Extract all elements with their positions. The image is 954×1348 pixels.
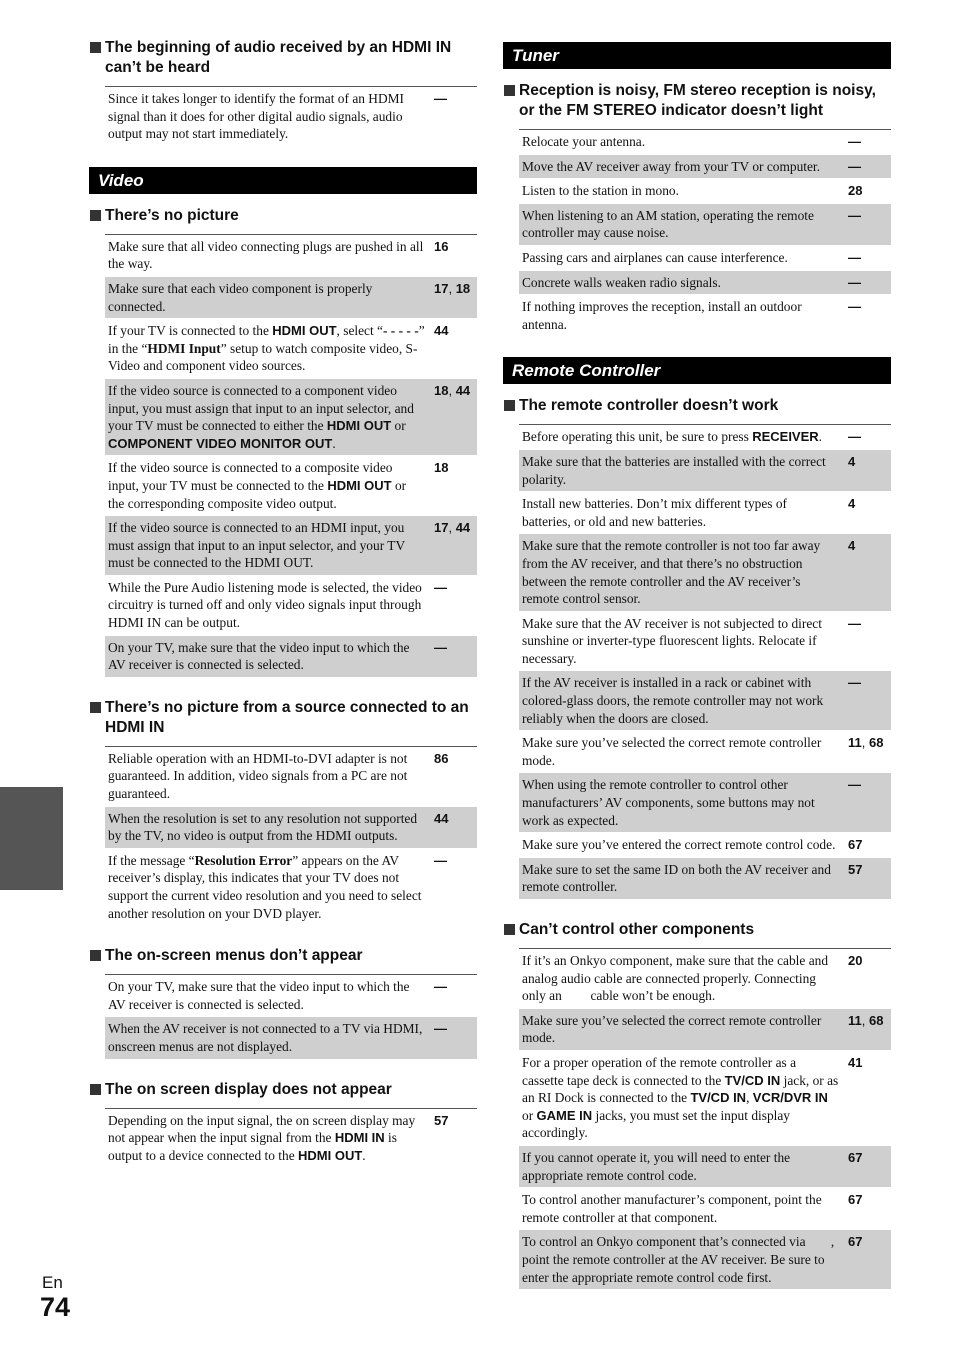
table-other-components: [519, 948, 891, 1290]
table-row: Relocate your antenna. —: [519, 130, 891, 155]
table-tuner: [519, 129, 891, 337]
subsection-title-menus: The on-screen menus don’t appear: [89, 946, 477, 966]
table-row: If the AV receiver is installed in a rack or cabinet with colored-glass doors, the remote controller may not work reliably when the doors are closed. —: [519, 671, 891, 731]
table-row: Depending on the input signal, the on screen display may not appear when the input signal from the HDMI IN is output to a device connected to the HDMI OUT. 57: [105, 1109, 477, 1169]
subsection-title-hdmi-source: There’s no picture from a source connected to an HDMI IN: [89, 698, 477, 738]
table-row: If it’s an Onkyo component, make sure that the cable and analog audio cable are connected properly. Connecting only an cable won’t be enough. 20: [519, 949, 891, 1009]
left-column: [89, 36, 477, 1188]
table-row: When listening to an AM station, operating the remote controller may cause noise. —: [519, 204, 891, 246]
table-no-picture: [105, 234, 477, 678]
table-row: When the resolution is set to any resolution not supported by the TV, no video is output from the HDMI outputs. 44: [105, 807, 477, 849]
table-row: If your TV is connected to the HDMI OUT, select “- - - - -” in the “HDMI Input” setup to watch composite video, S-Video and component video sources. 44: [105, 319, 477, 379]
table-row: When the AV receiver is not connected to a TV via HDMI, onscreen menus are not displayed. —: [105, 1017, 477, 1059]
table-row: For a proper operation of the remote controller as a cassette tape deck is connected to the TV/CD IN jack, or as an RI Dock is connected to the TV/CD IN, VCR/DVR IN or GAME IN jacks, you must set the input display accordingly. 41: [519, 1051, 891, 1146]
table-row: If the video source is connected to a composite video input, your TV must be connected to the HDMI OUT or the corresponding composite video output. 18: [105, 456, 477, 516]
table-row: Concrete walls weaken radio signals. —: [519, 271, 891, 296]
chapter-tab: [0, 787, 63, 890]
table-row: Passing cars and airplanes can cause interference. —: [519, 246, 891, 271]
table-menus: [105, 974, 477, 1059]
table-row: Make sure that all video connecting plugs are pushed in all the way. 16: [105, 235, 477, 277]
table-row: Make sure you’ve selected the correct remote controller mode. 11, 68: [519, 1009, 891, 1051]
subsection-title-no-picture: There’s no picture: [89, 206, 477, 226]
table-row: When using the remote controller to control other manufacturers’ AV components, some buttons may not work as expected. —: [519, 773, 891, 833]
section-header-tuner: Tuner: [503, 42, 891, 69]
table-hdmi-source: [105, 746, 477, 926]
section-header-remote: Remote Controller: [503, 357, 891, 384]
table-row: If nothing improves the reception, install an outdoor antenna. —: [519, 295, 891, 337]
table-row: If the message “Resolution Error” appears on the AV receiver’s display, this indicates that your TV does not support the current video resolution and you need to select another resolution on your DVD player. —: [105, 849, 477, 926]
table-row: If the video source is connected to a component video input, you must assign that input to an input selector, and your TV must be connected to either the HDMI OUT or COMPONENT VIDEO MONITOR OUT. 18, 44: [105, 379, 477, 456]
table-osd: [105, 1108, 477, 1169]
subsection-title-osd: The on screen display does not appear: [89, 1080, 477, 1100]
table-row: Move the AV receiver away from your TV or computer. —: [519, 155, 891, 180]
section-header-video: Video: [89, 167, 477, 194]
table-row: On your TV, make sure that the video input to which the AV receiver is connected is selected. —: [105, 975, 477, 1017]
table-row: Make sure that the batteries are installed with the correct polarity. 4: [519, 450, 891, 492]
table-row: Make sure that the remote controller is not too far away from the AV receiver, and that there’s no obstruction between the remote controller and the AV receiver’s remote control sensor. 4: [519, 534, 891, 611]
table-row: Reliable operation with an HDMI-to-DVI adapter is not guaranteed. In addition, video signals from a PC are not guaranteed. 86: [105, 747, 477, 807]
table-hdmi-audio: [105, 86, 477, 147]
table-row: Make sure you’ve entered the correct remote control code. 67: [519, 833, 891, 858]
table-row: On your TV, make sure that the video input to which the AV receiver is connected is selected. —: [105, 636, 477, 678]
table-remote-not-work: [519, 424, 891, 900]
subsection-title-other-components: Can’t control other components: [503, 920, 891, 940]
language-label: En: [42, 1273, 63, 1292]
table-row: If you cannot operate it, you will need to enter the appropriate remote control code. 67: [519, 1146, 891, 1188]
table-row: To control another manufacturer’s component, point the remote controller at that component. 67: [519, 1188, 891, 1230]
table-row: Make sure to set the same ID on both the AV receiver and remote controller. 57: [519, 858, 891, 900]
table-row: To control an Onkyo component that’s connected via , point the remote controller at the AV receiver. Be sure to enter the appropriate remote control code first. 67: [519, 1230, 891, 1290]
table-row: If the video source is connected to an HDMI input, you must assign that input to an input selector, and your TV must be connected to the HDMI OUT. 17, 44: [105, 516, 477, 576]
table-row: Since it takes longer to identify the format of an HDMI signal than it does for other digital audio signals, audio output may not start immediately. —: [105, 87, 477, 147]
table-row: Make sure that the AV receiver is not subjected to direct sunshine or inverter-type fluorescent lights. Relocate if necessary. —: [519, 612, 891, 672]
table-row: Make sure that each video component is properly connected. 17, 18: [105, 277, 477, 319]
table-row: Make sure you’ve selected the correct remote controller mode. 11, 68: [519, 731, 891, 773]
subsection-title-hdmi-audio: The beginning of audio received by an HDMI IN can’t be heard: [89, 38, 477, 78]
page-number: 74: [40, 1292, 71, 1322]
table-row: Install new batteries. Don’t mix different types of batteries, or old and new batteries. 4: [519, 492, 891, 534]
table-row: Listen to the station in mono. 28: [519, 179, 891, 204]
table-row: Before operating this unit, be sure to press RECEIVER. —: [519, 425, 891, 450]
table-row: While the Pure Audio listening mode is selected, the video circuitry is turned off and only video signals input through HDMI IN can be output. —: [105, 576, 477, 636]
right-column: [503, 42, 891, 1310]
subsection-title-remote-not-work: The remote controller doesn’t work: [503, 396, 891, 416]
subsection-title-tuner-noise: Reception is noisy, FM stereo reception is noisy, or the FM STEREO indicator doesn’t light: [503, 81, 891, 121]
